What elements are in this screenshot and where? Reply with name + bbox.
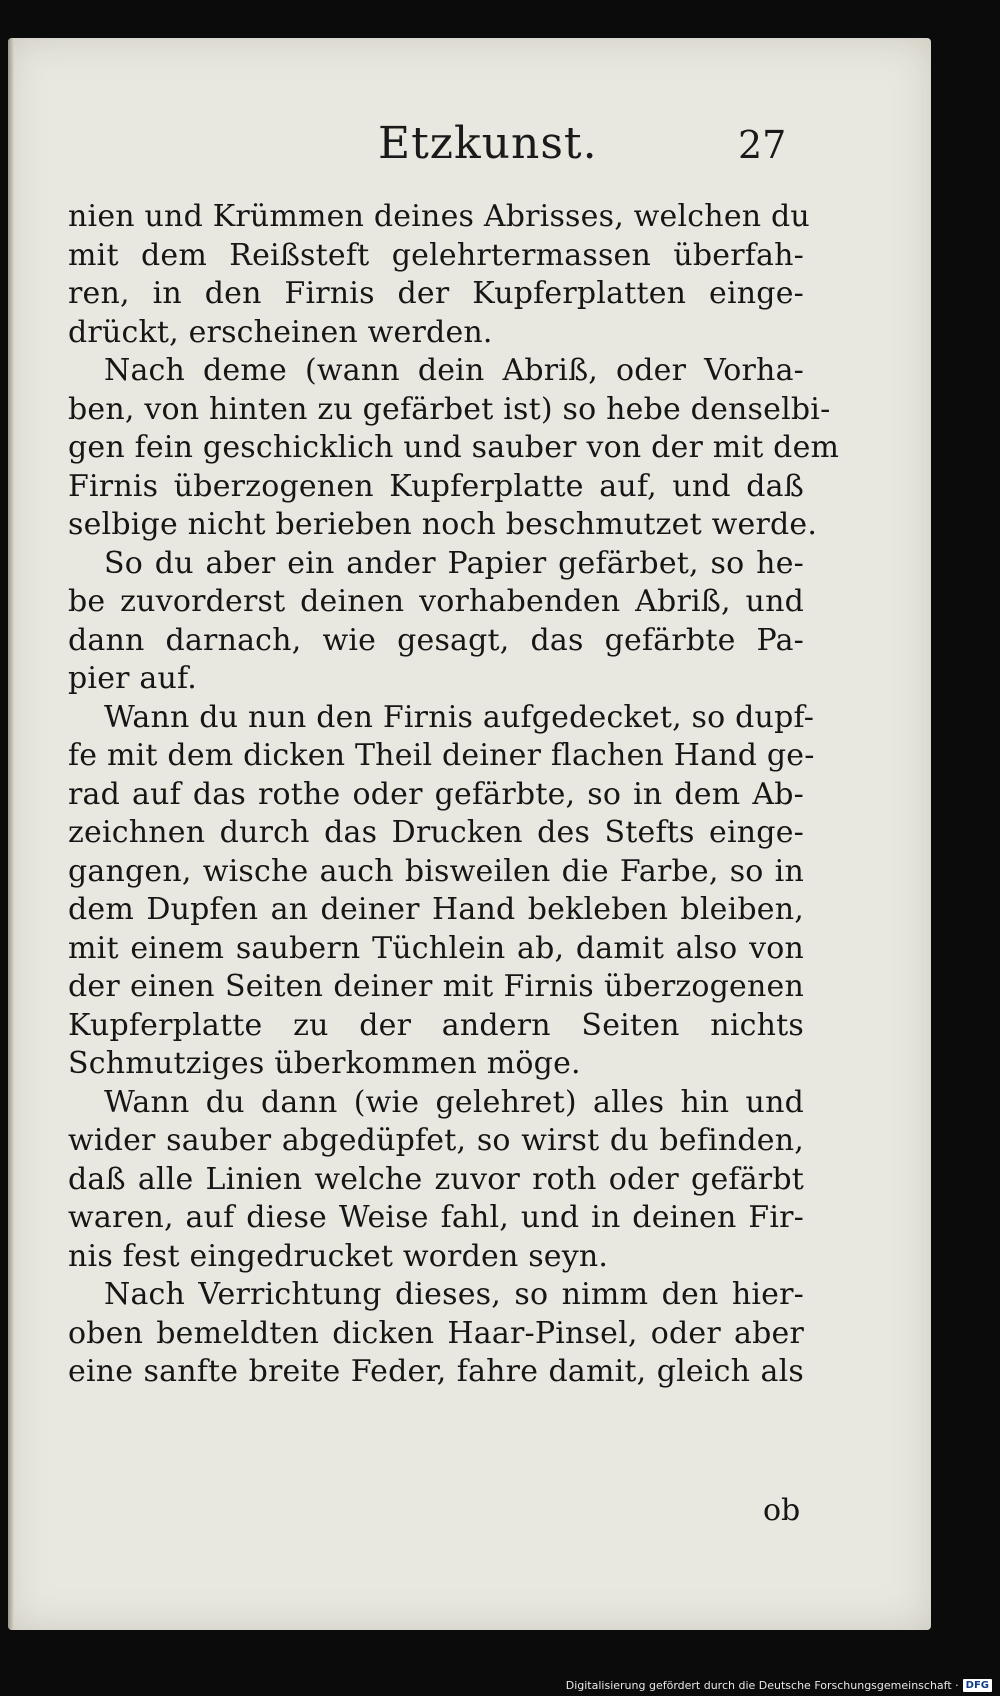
running-title: Etzkunst. bbox=[378, 118, 598, 169]
text-line: ben, von hinten zu gefärbet ist) so hebe denselbi- bbox=[68, 391, 831, 427]
text-line: Firnis überzogenen Kupferplatte auf, und daß bbox=[68, 468, 804, 504]
text-line: ren, in den Firnis der Kupferplatten einge- bbox=[68, 276, 804, 311]
text-line: zeichnen durch das Drucken des Stefts einge- bbox=[68, 815, 804, 850]
text-line: mit einem saubern Tüchlein ab, damit also von bbox=[68, 930, 804, 966]
dfg-logo-icon: DFG bbox=[963, 1679, 992, 1692]
text-line: Nach deme (wann dein Abriß, oder Vorha- bbox=[104, 353, 804, 388]
text-line: Kupferplatte zu der andern Seiten nichts bbox=[68, 1007, 804, 1043]
text-line: Wann du nun den Firnis aufgedecket, so dupf- bbox=[104, 699, 815, 735]
text-line: gen fein geschicklich und sauber von der mit dem bbox=[68, 430, 840, 465]
text-line: nis fest eingedrucket worden seyn. bbox=[68, 1238, 609, 1274]
text-line: mit dem Reißsteft gelehrtermassen überfah- bbox=[68, 237, 804, 273]
catchword: ob bbox=[763, 1493, 801, 1528]
text-line: fe mit dem dicken Theil deiner flachen Hand ge- bbox=[68, 738, 815, 773]
text-line: be zuvorderst deinen vorhabenden Abriß, und bbox=[68, 584, 804, 619]
text-line: der einen Seiten deiner mit Firnis überzogenen bbox=[68, 969, 804, 1004]
text-line: drückt, erscheinen werden. bbox=[68, 314, 493, 350]
book-page bbox=[8, 38, 931, 1630]
text-line: selbige nicht berieben noch beschmutzet werde. bbox=[68, 507, 818, 542]
text-line: Schmutziges überkommen möge. bbox=[68, 1046, 581, 1081]
text-line: dann darnach, wie gesagt, das gefärbte Pa- bbox=[68, 622, 804, 658]
text-line: daß alle Linien welche zuvor roth oder gefärbt bbox=[68, 1161, 804, 1197]
text-line: pier auf. bbox=[68, 661, 198, 696]
text-line: wider sauber abgedüpfet, so wirst du befinden, bbox=[68, 1123, 804, 1158]
text-line: gangen, wische auch bisweilen die Farbe, so in bbox=[68, 853, 804, 889]
page-edge bbox=[8, 38, 14, 1630]
page-number: 27 bbox=[738, 123, 787, 167]
text-line: dem Dupfen an deiner Hand bekleben bleiben, bbox=[68, 892, 804, 927]
text-line: eine sanfte breite Feder, fahre damit, gleich als bbox=[68, 1354, 804, 1389]
text-line: rad auf das rothe oder gefärbte, so in dem Ab- bbox=[68, 776, 804, 812]
text-line: Nach Verrichtung dieses, so nimm den hier- bbox=[104, 1277, 804, 1312]
text-line: nien und Krümmen deines Abrisses, welchen du bbox=[68, 199, 810, 234]
text-line: oben bemeldten dicken Haar-Pinsel, oder aber bbox=[68, 1315, 804, 1351]
footer-text: Digitalisierung gefördert durch die Deutsche Forschungsgemeinschaft · bbox=[565, 1678, 959, 1692]
body-text bbox=[68, 198, 840, 1392]
digitization-footer bbox=[566, 1676, 992, 1694]
text-line: waren, auf diese Weise fahl, und in deinen Fir- bbox=[68, 1200, 804, 1235]
text-line: So du aber ein ander Papier gefärbet, so he- bbox=[104, 545, 804, 581]
text-line: Wann du dann (wie gelehret) alles hin und bbox=[104, 1084, 804, 1120]
